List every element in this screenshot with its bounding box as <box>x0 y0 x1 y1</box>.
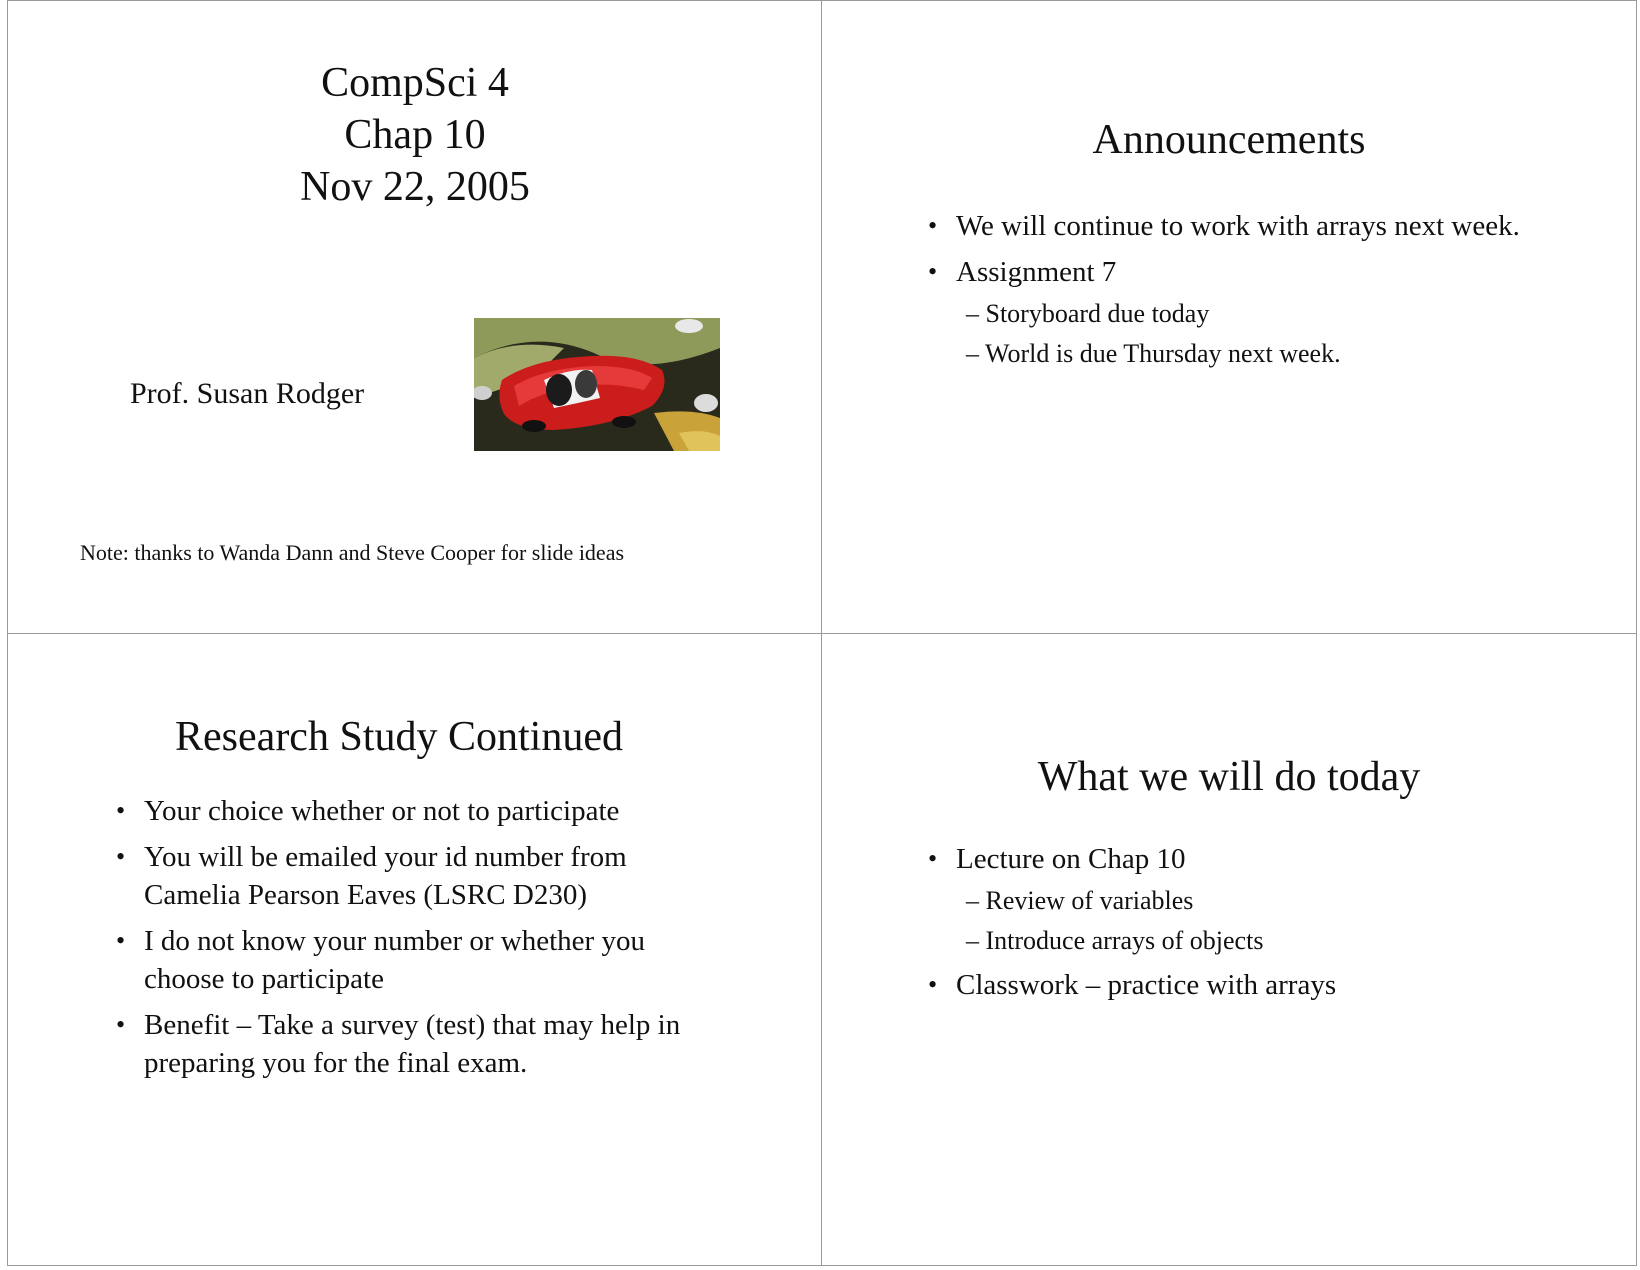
sub-bullet-list <box>956 297 1528 371</box>
title-line-course: CompSci 4 <box>321 60 509 106</box>
author-name: Prof. Susan Rodger <box>130 377 365 410</box>
slide-heading: Research Study Continued <box>175 714 623 760</box>
sub-bullet-item: – Storyboard due today <box>966 299 1210 328</box>
bullet-list <box>928 840 1528 1012</box>
sub-bullet-item: – Introduce arrays of objects <box>966 926 1264 955</box>
bullet-list <box>116 792 716 1090</box>
bullet-item: • Classwork – practice with arrays <box>928 966 1528 1004</box>
slide-title <box>8 1 822 634</box>
bullet-text: Lecture on Chap 10 <box>956 843 1186 875</box>
bullet-text: Assignment 7 <box>956 256 1117 288</box>
credits-note: Note: thanks to Wanda Dann and Steve Cooper for slide ideas <box>80 540 625 565</box>
title-line-date: Nov 22, 2005 <box>300 164 530 210</box>
handout-sheet <box>7 0 1637 1266</box>
bullet-list <box>928 207 1528 379</box>
bullet-item: • You will be emailed your id number from Camelia Pearson Eaves (LSRC D230) <box>116 838 716 914</box>
bullet-item: • Your choice whether or not to participate <box>116 792 716 830</box>
slide-heading: Announcements <box>1092 117 1366 163</box>
red-convertible-car-image <box>474 318 720 451</box>
slide-title-text <box>8 57 822 213</box>
slide-heading: What we will do today <box>1037 754 1421 800</box>
bullet-item <box>928 840 1528 958</box>
bullet-item: • We will continue to work with arrays next week. <box>928 207 1528 245</box>
bullet-item: • I do not know your number or whether you choose to participate <box>116 922 716 998</box>
slide-announcements <box>822 1 1636 634</box>
title-line-chapter: Chap 10 <box>344 112 486 158</box>
bullet-item: • Benefit – Take a survey (test) that may help in preparing you for the final exam. <box>116 1006 716 1082</box>
slide-agenda <box>822 634 1636 1265</box>
sub-bullet-list <box>956 884 1528 958</box>
bullet-item <box>928 253 1528 371</box>
sub-bullet-item: – World is due Thursday next week. <box>966 339 1341 368</box>
slide-research-study <box>8 634 822 1265</box>
sub-bullet-item: – Review of variables <box>966 886 1194 915</box>
